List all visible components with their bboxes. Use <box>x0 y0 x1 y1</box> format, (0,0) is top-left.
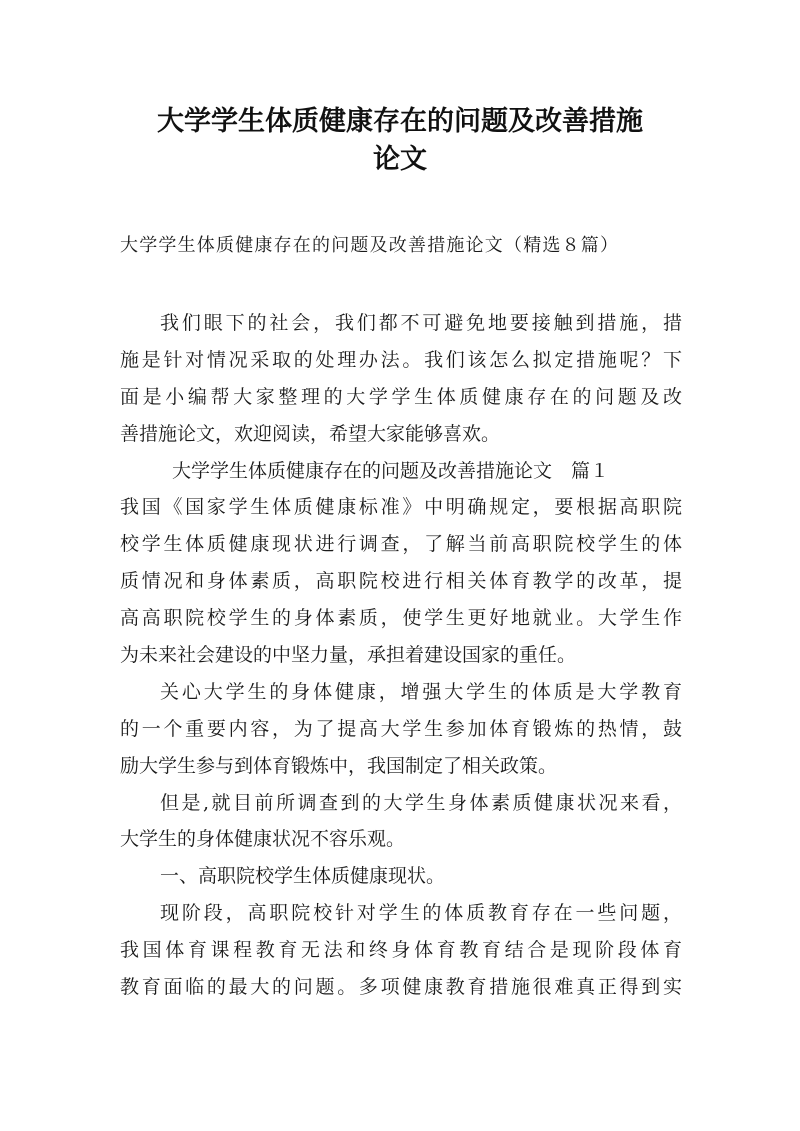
body-line: 励大学生参与到体育锻炼中，我国制定了相关政策。 <box>120 754 558 777</box>
body-line: 现阶段，高职院校针对学生的体质教育存在一些问题， <box>160 902 682 925</box>
body-line: 的一个重要内容，为了提高大学生参加体育锻炼的热情，鼓 <box>120 717 682 740</box>
body-line: 我国《国家学生体质健康标准》中明确规定，要根据高职院 <box>120 496 682 519</box>
body-line: 我国体育课程教育无法和终身体育教育结合是现阶段体育 <box>120 939 682 962</box>
body-line: 大学生的身体健康状况不容乐观。 <box>120 828 406 851</box>
body-line: 质情况和身体素质，高职院校进行相关体育教学的改革，提 <box>120 570 682 593</box>
body-line: 关心大学生的身体健康，增强大学生的体质是大学教育 <box>160 680 682 703</box>
body-line: 一、高职院校学生体质健康现状。 <box>160 865 446 888</box>
body-line: 教育面临的最大的问题。多项健康教育措施很难真正得到实 <box>120 976 682 999</box>
body-line: 为未来社会建设的中坚力量，承担着建设国家的重任。 <box>120 644 577 667</box>
body-line: 高高职院校学生的身体素质，使学生更好地就业。大学生作 <box>120 607 682 630</box>
body-line: 善措施论文，欢迎阅读，希望大家能够喜欢。 <box>120 422 501 445</box>
body-line: 面是小编帮大家整理的大学学生体质健康存在的问题及改 <box>120 385 682 408</box>
document-title-line-1: 大学学生体质健康存在的问题及改善措施 <box>157 106 643 137</box>
body-line: 我们眼下的社会，我们都不可避免地要接触到措施，措 <box>160 312 682 334</box>
body-line: 校学生体质健康现状进行调查，了解当前高职院校学生的体 <box>120 533 682 556</box>
body-line: 施是针对情况采取的处理办法。我们该怎么拟定措施呢？下 <box>120 348 682 371</box>
document-body <box>120 305 682 1006</box>
document-title-line-2: 论文 <box>373 144 427 175</box>
document-subtitle: 大学学生体质健康存在的问题及改善措施论文（精选８篇） <box>120 235 620 256</box>
body-line: 但是,就目前所调查到的大学生身体素质健康状况来看， <box>160 791 682 814</box>
section-heading: 大学学生体质健康存在的问题及改善措施论文 篇１ <box>172 459 610 482</box>
